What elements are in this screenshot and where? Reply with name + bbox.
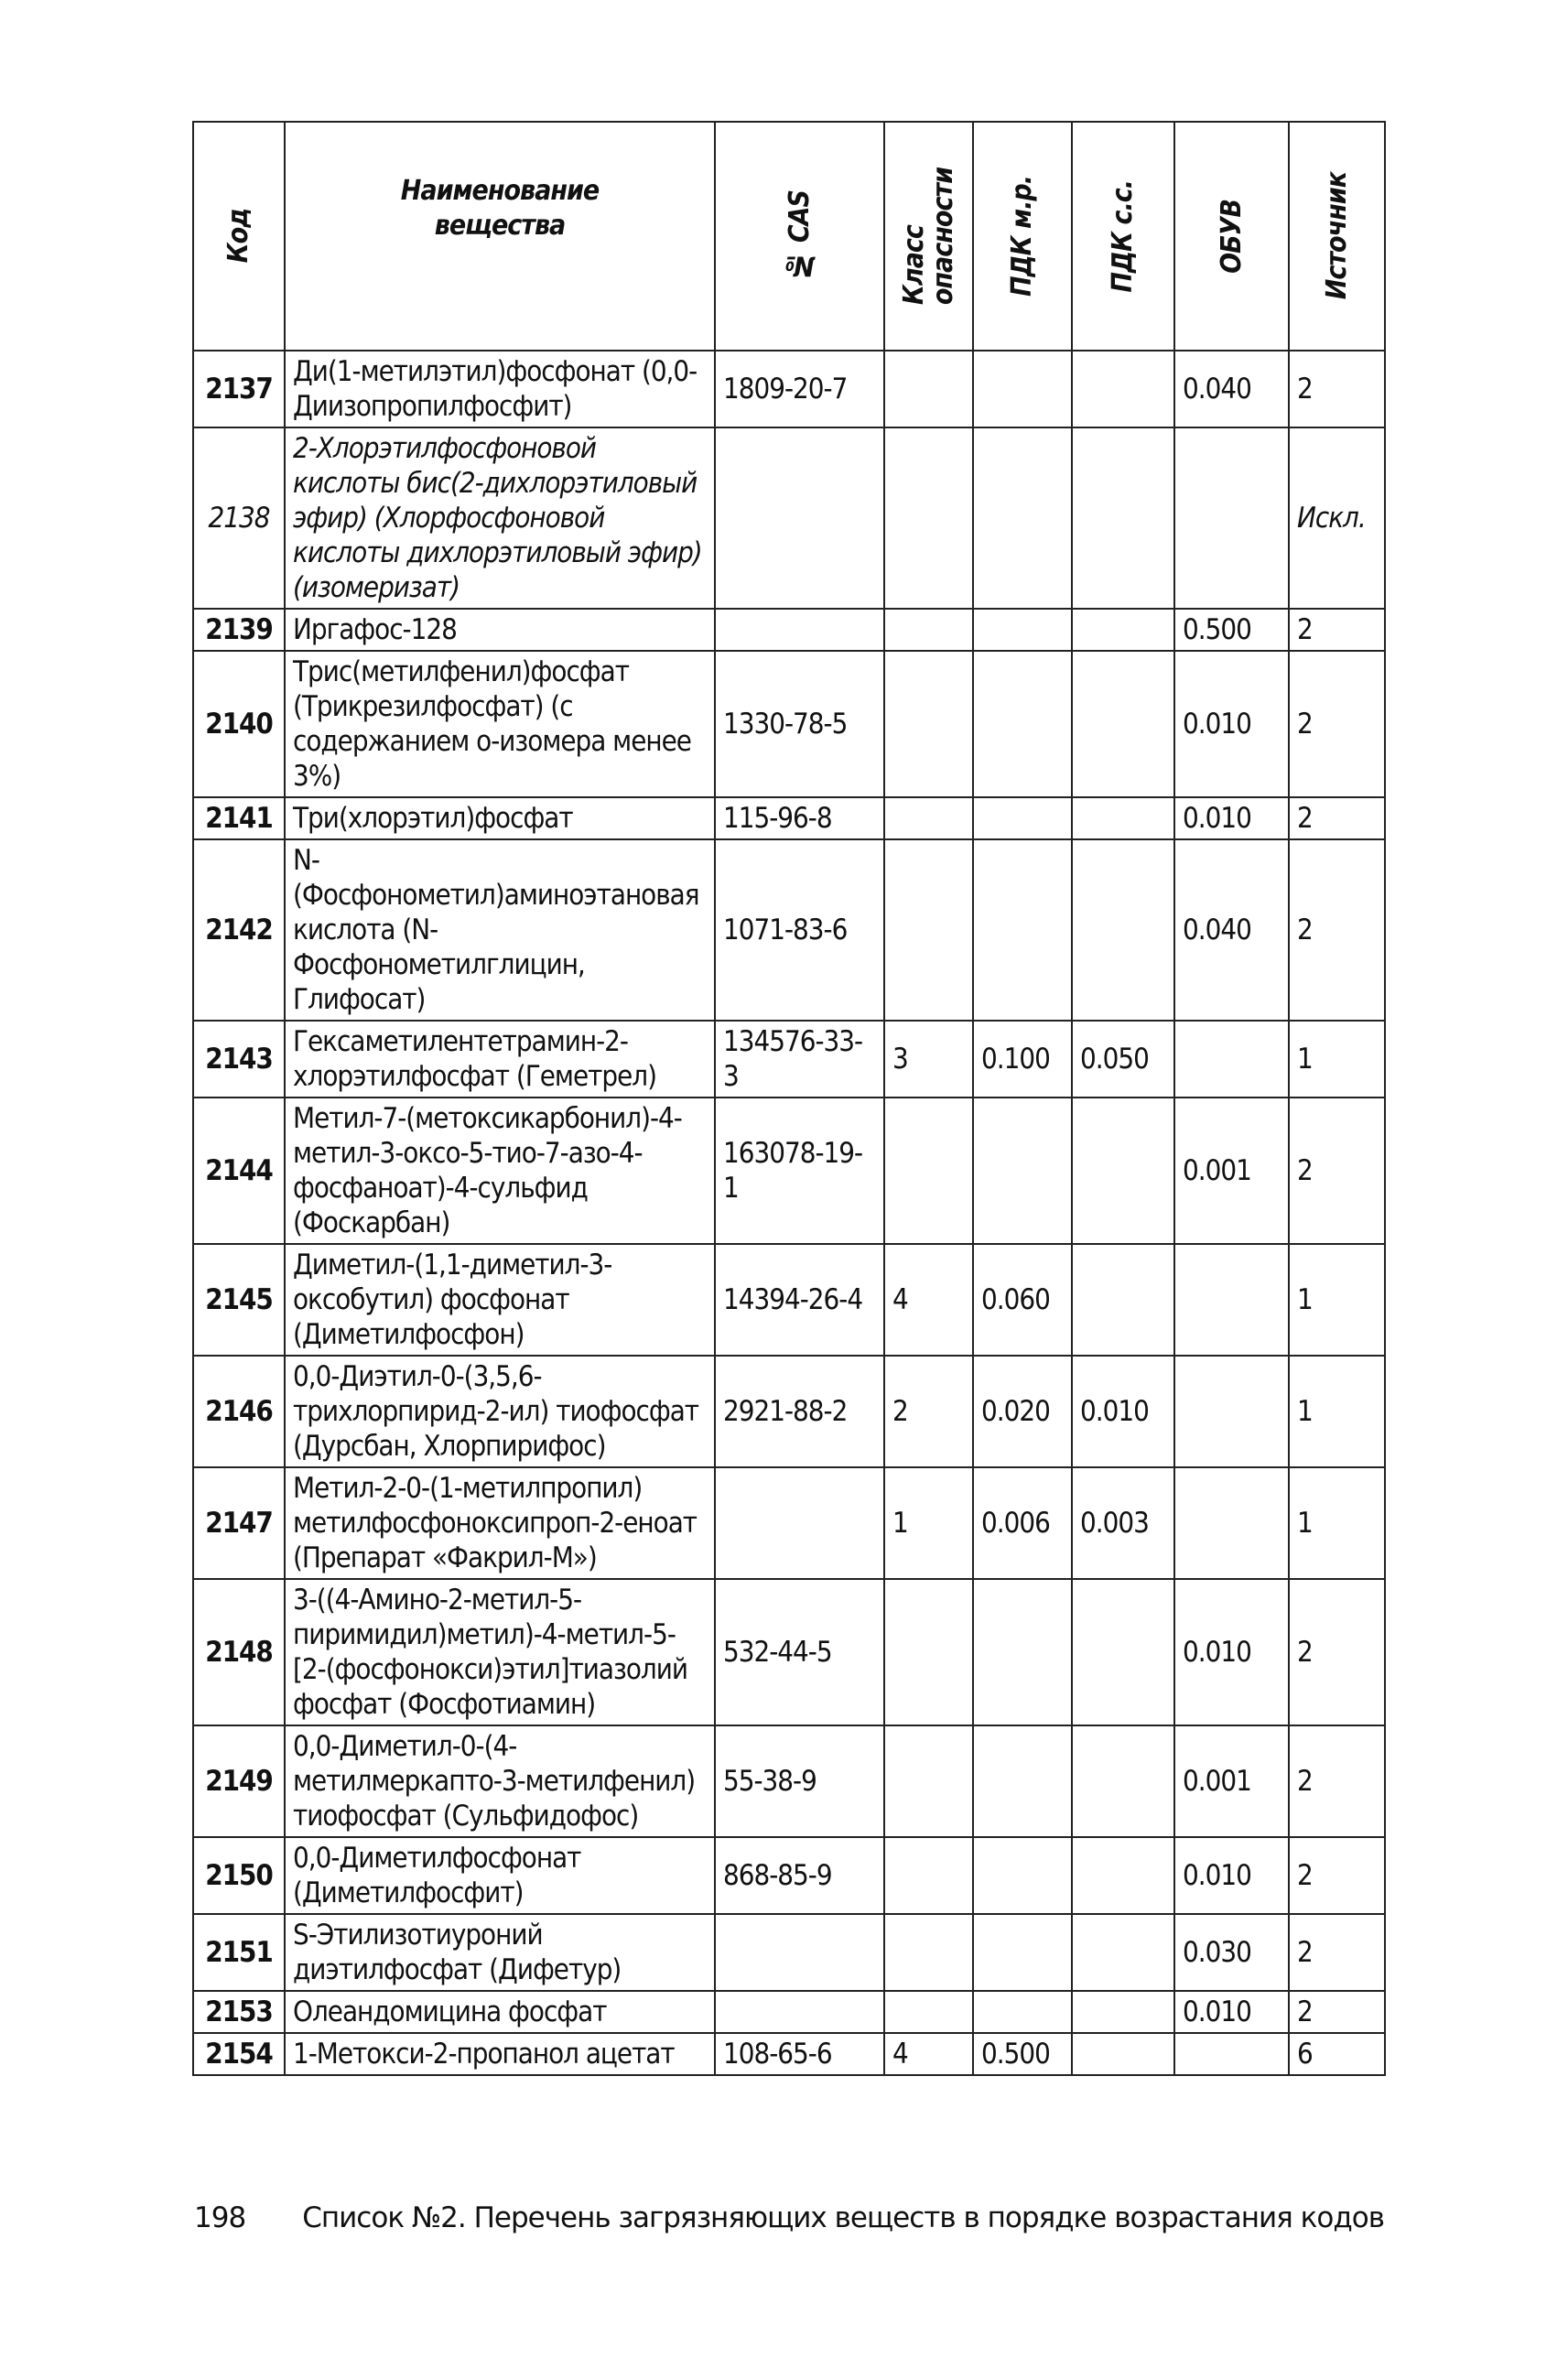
cell-obuv bbox=[1174, 427, 1289, 609]
cell-cas: 1071-83-6 bbox=[715, 839, 884, 1021]
cell-code: 2148 bbox=[193, 1579, 285, 1725]
cell-cas: 868-85-9 bbox=[715, 1837, 884, 1914]
cell-pdk-ss bbox=[1072, 609, 1174, 651]
cell-class bbox=[884, 1914, 973, 1991]
cell-class: 1 bbox=[884, 1467, 973, 1579]
cell-pdk-mr: 0.500 bbox=[973, 2033, 1072, 2075]
cell-obuv bbox=[1174, 1244, 1289, 1356]
cell-pdk-ss bbox=[1072, 1991, 1174, 2033]
table-row bbox=[193, 609, 1385, 651]
cell-cas: 115-96-8 bbox=[715, 797, 884, 839]
cell-pdk-mr bbox=[973, 651, 1072, 797]
table-row bbox=[193, 1579, 1385, 1725]
cell-source: 2 bbox=[1289, 1837, 1385, 1914]
cell-pdk-mr bbox=[973, 1098, 1072, 1244]
cell-code: 2146 bbox=[193, 1356, 285, 1467]
cell-pdk-mr bbox=[973, 839, 1072, 1021]
substances-table bbox=[192, 121, 1386, 2076]
cell-pdk-ss: 0.003 bbox=[1072, 1467, 1174, 1579]
cell-pdk-ss bbox=[1072, 797, 1174, 839]
cell-obuv: 0.010 bbox=[1174, 651, 1289, 797]
cell-source: 1 bbox=[1289, 1021, 1385, 1098]
table-row bbox=[193, 1725, 1385, 1837]
cell-pdk-mr bbox=[973, 609, 1072, 651]
cell-class: 3 bbox=[884, 1021, 973, 1098]
cell-obuv bbox=[1174, 1356, 1289, 1467]
cell-pdk-ss bbox=[1072, 2033, 1174, 2075]
cell-obuv bbox=[1174, 1467, 1289, 1579]
cell-pdk-ss bbox=[1072, 1244, 1174, 1356]
cell-pdk-ss bbox=[1072, 1579, 1174, 1725]
cell-obuv: 0.010 bbox=[1174, 797, 1289, 839]
cell-pdk-mr bbox=[973, 1725, 1072, 1837]
header-obuv: ОБУВ bbox=[1174, 122, 1289, 351]
cell-code: 2149 bbox=[193, 1725, 285, 1837]
header-cas: № CAS bbox=[715, 122, 884, 351]
cell-class bbox=[884, 839, 973, 1021]
table-row bbox=[193, 651, 1385, 797]
cell-cas bbox=[715, 1914, 884, 1991]
table-row bbox=[193, 1837, 1385, 1914]
cell-cas bbox=[715, 1991, 884, 2033]
cell-cas: 532-44-5 bbox=[715, 1579, 884, 1725]
header-pdk-ss: ПДК с.с. bbox=[1072, 122, 1174, 351]
cell-obuv: 0.010 bbox=[1174, 1837, 1289, 1914]
cell-name: Трис(метилфенил)фосфат (Трикрезилфосфат) (с содержанием о-изомера менее 3%) bbox=[285, 651, 715, 797]
header-pdk-mr: ПДК м.р. bbox=[973, 122, 1072, 351]
cell-code: 2150 bbox=[193, 1837, 285, 1914]
cell-code: 2154 bbox=[193, 2033, 285, 2075]
cell-cas: 14394-26-4 bbox=[715, 1244, 884, 1356]
header-code: Код bbox=[193, 122, 285, 351]
cell-code: 2137 bbox=[193, 351, 285, 427]
cell-class bbox=[884, 651, 973, 797]
cell-source: 2 bbox=[1289, 1914, 1385, 1991]
cell-class bbox=[884, 351, 973, 427]
cell-source: 1 bbox=[1289, 1356, 1385, 1467]
cell-obuv: 0.040 bbox=[1174, 839, 1289, 1021]
table-row bbox=[193, 427, 1385, 609]
cell-cas bbox=[715, 427, 884, 609]
cell-code: 2142 bbox=[193, 839, 285, 1021]
cell-cas: 1809-20-7 bbox=[715, 351, 884, 427]
cell-name: 0,0-Диэтил-0-(3,5,6-трихлорпирид-2-ил) тиофосфат (Дурсбан, Хлорпирифос) bbox=[285, 1356, 715, 1467]
cell-class: 4 bbox=[884, 1244, 973, 1356]
cell-pdk-ss bbox=[1072, 351, 1174, 427]
cell-name: Три(хлорэтил)фосфат bbox=[285, 797, 715, 839]
table-row bbox=[193, 2033, 1385, 2075]
cell-name: Ди(1-метилэтил)фосфонат (0,0-Диизопропилфосфит) bbox=[285, 351, 715, 427]
cell-cas bbox=[715, 1467, 884, 1579]
header-source: Источник bbox=[1289, 122, 1385, 351]
cell-name: Гексаметилентетрамин-2-хлорэтилфосфат (Геметрел) bbox=[285, 1021, 715, 1098]
cell-pdk-ss bbox=[1072, 1725, 1174, 1837]
cell-name: 2-Хлорэтилфосфоновой кислоты бис(2-дихлорэтиловый эфир) (Хлорфосфоновой кислоты дихлорэтиловый эфир) (изомеризат) bbox=[285, 427, 715, 609]
cell-class bbox=[884, 1991, 973, 2033]
cell-obuv: 0.010 bbox=[1174, 1991, 1289, 2033]
cell-pdk-mr bbox=[973, 1579, 1072, 1725]
table-row bbox=[193, 351, 1385, 427]
cell-code: 2147 bbox=[193, 1467, 285, 1579]
cell-pdk-ss bbox=[1072, 427, 1174, 609]
cell-obuv: 0.001 bbox=[1174, 1098, 1289, 1244]
table-row bbox=[193, 1467, 1385, 1579]
cell-pdk-mr bbox=[973, 1991, 1072, 2033]
cell-obuv: 0.500 bbox=[1174, 609, 1289, 651]
cell-name: Диметил-(1,1-диметил-3-оксобутил) фосфонат (Диметилфосфон) bbox=[285, 1244, 715, 1356]
cell-source: 1 bbox=[1289, 1467, 1385, 1579]
cell-cas: 2921-88-2 bbox=[715, 1356, 884, 1467]
cell-source: 1 bbox=[1289, 1244, 1385, 1356]
table-row bbox=[193, 1098, 1385, 1244]
header-name: Наименование вещества bbox=[285, 122, 715, 351]
cell-source: 2 bbox=[1289, 351, 1385, 427]
cell-obuv bbox=[1174, 2033, 1289, 2075]
cell-pdk-mr: 0.006 bbox=[973, 1467, 1072, 1579]
cell-name: Метил-2-0-(1-метилпропил) метилфосфоноксипроп-2-еноат (Препарат «Факрил-М») bbox=[285, 1467, 715, 1579]
table-row bbox=[193, 1356, 1385, 1467]
cell-name: 0,0-Диметил-0-(4-метилмеркапто-3-метилфенил) тиофосфат (Сульфидофос) bbox=[285, 1725, 715, 1837]
cell-code: 2153 bbox=[193, 1991, 285, 2033]
cell-class bbox=[884, 427, 973, 609]
cell-code: 2144 bbox=[193, 1098, 285, 1244]
cell-name: N-(Фосфонометил)аминоэтановая кислота (N-Фосфонометилглицин, Глифосат) bbox=[285, 839, 715, 1021]
cell-name: 3-((4-Амино-2-метил-5-пиримидил)метил)-4-метил-5-[2-(фосфонокси)этил]тиазолий фосфат (Фосфотиамин) bbox=[285, 1579, 715, 1725]
cell-source: 2 bbox=[1289, 797, 1385, 839]
cell-obuv bbox=[1174, 1021, 1289, 1098]
table-row bbox=[193, 1244, 1385, 1356]
cell-obuv: 0.040 bbox=[1174, 351, 1289, 427]
cell-pdk-ss bbox=[1072, 1098, 1174, 1244]
table-row bbox=[193, 1021, 1385, 1098]
cell-pdk-mr bbox=[973, 797, 1072, 839]
cell-source: 2 bbox=[1289, 609, 1385, 651]
cell-class bbox=[884, 1725, 973, 1837]
cell-source: 2 bbox=[1289, 1098, 1385, 1244]
cell-pdk-mr bbox=[973, 1837, 1072, 1914]
cell-cas: 134576-33-3 bbox=[715, 1021, 884, 1098]
cell-class bbox=[884, 1579, 973, 1725]
cell-name: Олеандомицина фосфат bbox=[285, 1991, 715, 2033]
cell-cas: 55-38-9 bbox=[715, 1725, 884, 1837]
cell-pdk-ss bbox=[1072, 839, 1174, 1021]
cell-cas: 163078-19-1 bbox=[715, 1098, 884, 1244]
cell-cas: 1330-78-5 bbox=[715, 651, 884, 797]
cell-pdk-mr bbox=[973, 427, 1072, 609]
cell-pdk-ss: 0.050 bbox=[1072, 1021, 1174, 1098]
cell-code: 2151 bbox=[193, 1914, 285, 1991]
cell-source: 6 bbox=[1289, 2033, 1385, 2075]
page-number: 198 bbox=[194, 2201, 246, 2234]
cell-code: 2145 bbox=[193, 1244, 285, 1356]
cell-code: 2139 bbox=[193, 609, 285, 651]
cell-pdk-mr: 0.100 bbox=[973, 1021, 1072, 1098]
header-class: Класс опасности bbox=[884, 122, 973, 351]
cell-pdk-mr: 0.020 bbox=[973, 1356, 1072, 1467]
cell-pdk-ss bbox=[1072, 1914, 1174, 1991]
cell-pdk-ss bbox=[1072, 651, 1174, 797]
cell-code: 2138 bbox=[193, 427, 285, 609]
cell-cas: 108-65-6 bbox=[715, 2033, 884, 2075]
cell-pdk-mr bbox=[973, 1914, 1072, 1991]
cell-pdk-mr bbox=[973, 351, 1072, 427]
cell-name: S-Этилизотиуроний диэтилфосфат (Дифетур) bbox=[285, 1914, 715, 1991]
footer-title: Список №2. Перечень загрязняющих веществ в порядке возрастания кодов bbox=[302, 2201, 1384, 2234]
cell-obuv: 0.001 bbox=[1174, 1725, 1289, 1837]
cell-class: 2 bbox=[884, 1356, 973, 1467]
cell-cas bbox=[715, 609, 884, 651]
cell-class bbox=[884, 797, 973, 839]
cell-source: 2 bbox=[1289, 1579, 1385, 1725]
cell-class: 4 bbox=[884, 2033, 973, 2075]
cell-code: 2141 bbox=[193, 797, 285, 839]
cell-source: 2 bbox=[1289, 1991, 1385, 2033]
cell-pdk-mr: 0.060 bbox=[973, 1244, 1072, 1356]
cell-name: Иргафос-128 bbox=[285, 609, 715, 651]
table-body bbox=[193, 351, 1385, 2075]
cell-obuv: 0.010 bbox=[1174, 1579, 1289, 1725]
cell-name: Метил-7-(метоксикарбонил)-4-метил-3-оксо-5-тио-7-азо-4-фосфаноат)-4-сульфид (Фоскарбан) bbox=[285, 1098, 715, 1244]
cell-class bbox=[884, 1098, 973, 1244]
table-header-row bbox=[193, 122, 1385, 351]
cell-obuv: 0.030 bbox=[1174, 1914, 1289, 1991]
cell-code: 2143 bbox=[193, 1021, 285, 1098]
cell-source: 2 bbox=[1289, 651, 1385, 797]
cell-name: 0,0-Диметилфосфонат (Диметилфосфит) bbox=[285, 1837, 715, 1914]
cell-pdk-ss: 0.010 bbox=[1072, 1356, 1174, 1467]
table-row bbox=[193, 1991, 1385, 2033]
cell-pdk-ss bbox=[1072, 1837, 1174, 1914]
cell-name: 1-Метокси-2-пропанол ацетат bbox=[285, 2033, 715, 2075]
table-row bbox=[193, 839, 1385, 1021]
cell-class bbox=[884, 1837, 973, 1914]
cell-class bbox=[884, 609, 973, 651]
cell-code: 2140 bbox=[193, 651, 285, 797]
table-row bbox=[193, 1914, 1385, 1991]
table-row bbox=[193, 797, 1385, 839]
cell-source: Искл. bbox=[1289, 427, 1385, 609]
cell-source: 2 bbox=[1289, 839, 1385, 1021]
cell-source: 2 bbox=[1289, 1725, 1385, 1837]
